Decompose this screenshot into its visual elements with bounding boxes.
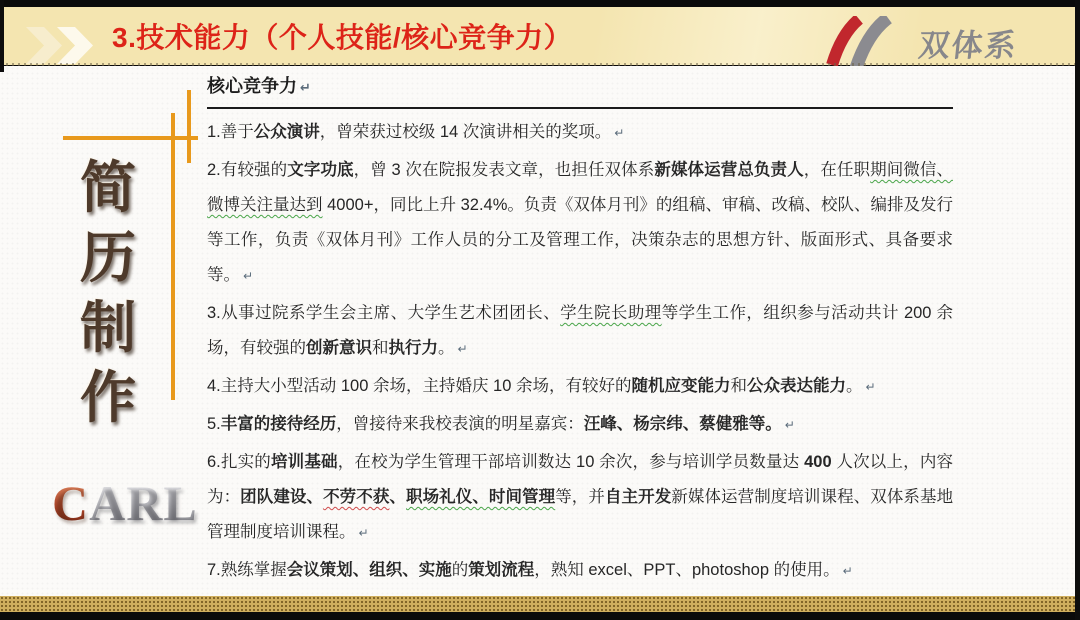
letterbox-right <box>1075 0 1080 620</box>
header-dotted-divider <box>0 63 1080 66</box>
competency-paragraph: 3.从事过院系学生会主席、大学生艺术团团长、学生院长助理等学生工作，组织参与活动共计 200 余场，有较强的创新意识和执行力。 ↵ <box>207 304 953 357</box>
chevron-right-icon <box>57 27 93 64</box>
slide-title: 3.技术能力（个人技能/核心竞争力） <box>112 22 573 53</box>
decorative-line-vertical-long <box>171 113 175 400</box>
brand-logo <box>825 16 1018 68</box>
vertical-title-char: 简 <box>80 158 136 220</box>
brand-name: 双体系 <box>916 27 1020 63</box>
paragraph-return-mark: ↵ <box>243 269 254 283</box>
paragraph-return-mark: ↵ <box>358 526 369 540</box>
section-heading <box>207 74 953 100</box>
decorative-line-vertical-short <box>187 90 191 163</box>
paragraph-return-mark: ↵ <box>842 564 853 578</box>
paragraph-return-mark: ↵ <box>300 80 311 95</box>
slide-header <box>0 7 1080 65</box>
section-heading-text: 核心竞争力 <box>207 76 297 96</box>
letterbox-top <box>0 0 1080 7</box>
paragraph-return-mark: ↵ <box>784 418 795 432</box>
competency-paragraph: 6.扎实的培训基础，在校为学生管理干部培训数达 10 余次，参与培训学员数量达 400 人次以上，内容为：团队建设、不劳不获、职场礼仪、时间管理等，并自主开发新媒体运营制度培训课程、双体系基地管理制度培训课程。 ↵ <box>207 453 954 541</box>
vertical-title-char: 历 <box>80 228 136 290</box>
paragraph-return-mark: ↵ <box>865 380 876 394</box>
competency-paragraph: 5.丰富的接待经历，曾接待来我校表演的明星嘉宾：汪峰、杨宗纬、蔡健雅等。 ↵ <box>207 415 795 433</box>
competency-paragraph: 1.善于公众演讲，曾荣获过校级 14 次演讲相关的奖项。 ↵ <box>207 123 625 141</box>
signature-carl <box>52 474 198 532</box>
paragraph-return-mark: ↵ <box>457 342 468 356</box>
letterbox-left <box>0 0 4 72</box>
vertical-title-char: 制 <box>80 298 136 360</box>
signature-initial: C <box>52 475 90 531</box>
paragraph-return-mark: ↵ <box>614 126 625 140</box>
competency-paragraph: 7.熟练掌握会议策划、组织、实施的策划流程，熟知 excel、PPT、photoshop 的使用。 ↵ <box>207 561 853 579</box>
competency-paragraph: 2.有较强的文字功底，曾 3 次在院报发表文章，也担任双体系新媒体运营总负责人，在任职期间微信、微博关注量达到 4000+，同比上升 32.4%。负责《双体月刊》的组稿、审稿、改稿、校队、编排及发行等工作，负责《双体月刊》工作人员的分工及管理工作，决策杂志的思想方针、版面形式、具备要求等。 ↵ <box>207 161 954 284</box>
heading-underline <box>207 107 953 109</box>
footer-gold-band <box>0 596 1080 612</box>
competency-list <box>207 115 953 620</box>
competency-section <box>207 74 953 620</box>
signature-rest: ARL <box>89 475 198 531</box>
slide-body <box>0 66 1075 596</box>
chevron-right-icon <box>26 27 62 64</box>
letterbox-bottom <box>0 612 1080 620</box>
brand-logo-icon <box>825 16 909 68</box>
competency-paragraph: 4.主持大小型活动 100 余场，主持婚庆 10 余场，有较好的随机应变能力和公众表达能力。 ↵ <box>207 377 876 395</box>
vertical-title-char: 作 <box>80 368 136 430</box>
decorative-line-horizontal <box>63 136 198 140</box>
vertical-title <box>72 160 144 440</box>
